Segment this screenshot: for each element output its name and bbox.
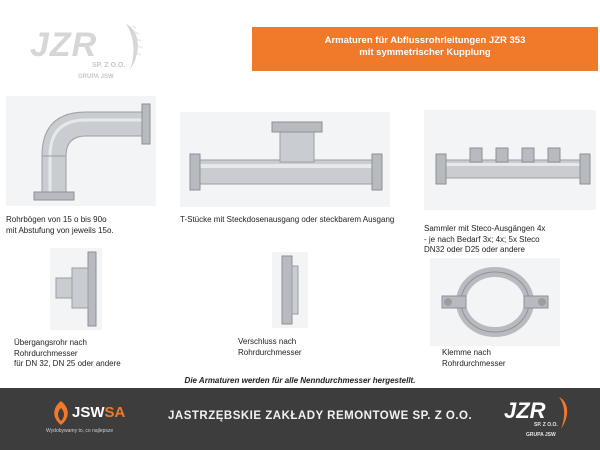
jzr-logo-text: JZR: [30, 26, 98, 64]
caption-clamp: [442, 348, 506, 369]
end-cap-image: [272, 252, 308, 328]
tee-pipe-image: [180, 112, 390, 207]
jsw-name: [72, 404, 125, 421]
caption-end-cap: [238, 337, 302, 358]
footnote: Die Armaturen werden für alle Nenndurchmesser hergestellt.: [184, 376, 416, 385]
tee-pipe-icon: [180, 112, 390, 207]
pipe-elbow-icon: [6, 96, 156, 206]
caption-line: Rohrdurchmesser: [238, 347, 302, 357]
company-name: JASTRZĘBSKIE ZAKŁADY REMONTOWE SP. Z O.O.: [168, 410, 473, 422]
jzr-logo-top: [30, 22, 140, 82]
caption-line: Rohrdurchmesser: [442, 358, 506, 368]
jsw-logo: [46, 398, 126, 442]
caption-line: für DN 32, DN 25 oder andere: [14, 359, 121, 368]
caption-line: - je nach Bedarf 3x; 4x; 5x Steco: [424, 234, 540, 244]
pipe-clamp-icon: [430, 258, 560, 346]
caption-line: Übergangsrohr nach: [14, 338, 87, 347]
caption-elbow: [6, 215, 114, 236]
reducer-pipe-image: [50, 248, 102, 330]
footer-bar: [0, 388, 600, 450]
caption-line: Rohrbögen von 15 o bis 90o: [6, 215, 107, 224]
jzr-bottom-sub: SP. Z O.O.: [534, 422, 558, 428]
caption-manifold: [424, 224, 545, 256]
jzr-swirl-icon: [556, 396, 572, 430]
jsw-suffix: SA: [104, 404, 126, 421]
jzr-logo-group: GRUPA JSW: [78, 74, 114, 80]
jzr-bottom-group: GRUPA JSW: [526, 432, 556, 438]
end-cap-icon: [272, 252, 308, 328]
manifold-pipe-image: [424, 110, 596, 210]
jzr-logo-bottom: [504, 396, 584, 444]
caption-line: T-Stücke mit Steckdosenausgang oder steckbarem Ausgang: [180, 215, 395, 224]
manifold-pipe-icon: [424, 110, 596, 210]
caption-line: mit Abstufung von jeweils 15o.: [6, 225, 114, 235]
caption-line: Klemme nach: [442, 348, 491, 357]
reducer-pipe-icon: [50, 248, 102, 330]
jsw-flame-icon: [50, 400, 72, 426]
caption-line: DN32 oder D25 oder andere: [424, 245, 525, 254]
caption-tee: [180, 215, 394, 226]
jsw-name-text: JSW: [72, 404, 105, 421]
jsw-tagline: Wydobywamy to, co najlepsze: [46, 428, 114, 434]
jzr-bottom-text: JZR: [504, 398, 546, 423]
caption-line: Verschluss nach: [238, 337, 297, 346]
title-line-1: Armaturen für Abflussrohrleitungen JZR 353: [324, 35, 526, 46]
jzr-logo-sub: SP. Z O.O.: [92, 62, 126, 69]
caption-line: Rohrdurchmesser: [14, 348, 78, 358]
pipe-elbow-image: [6, 96, 156, 206]
caption-reducer: [14, 338, 121, 370]
pipe-clamp-image: [430, 258, 560, 346]
caption-line: Sammler mit Steco-Ausgängen 4x: [424, 224, 546, 233]
title-line-2: mit symmetrischer Kupplung: [359, 47, 491, 58]
page-title: [252, 27, 598, 71]
